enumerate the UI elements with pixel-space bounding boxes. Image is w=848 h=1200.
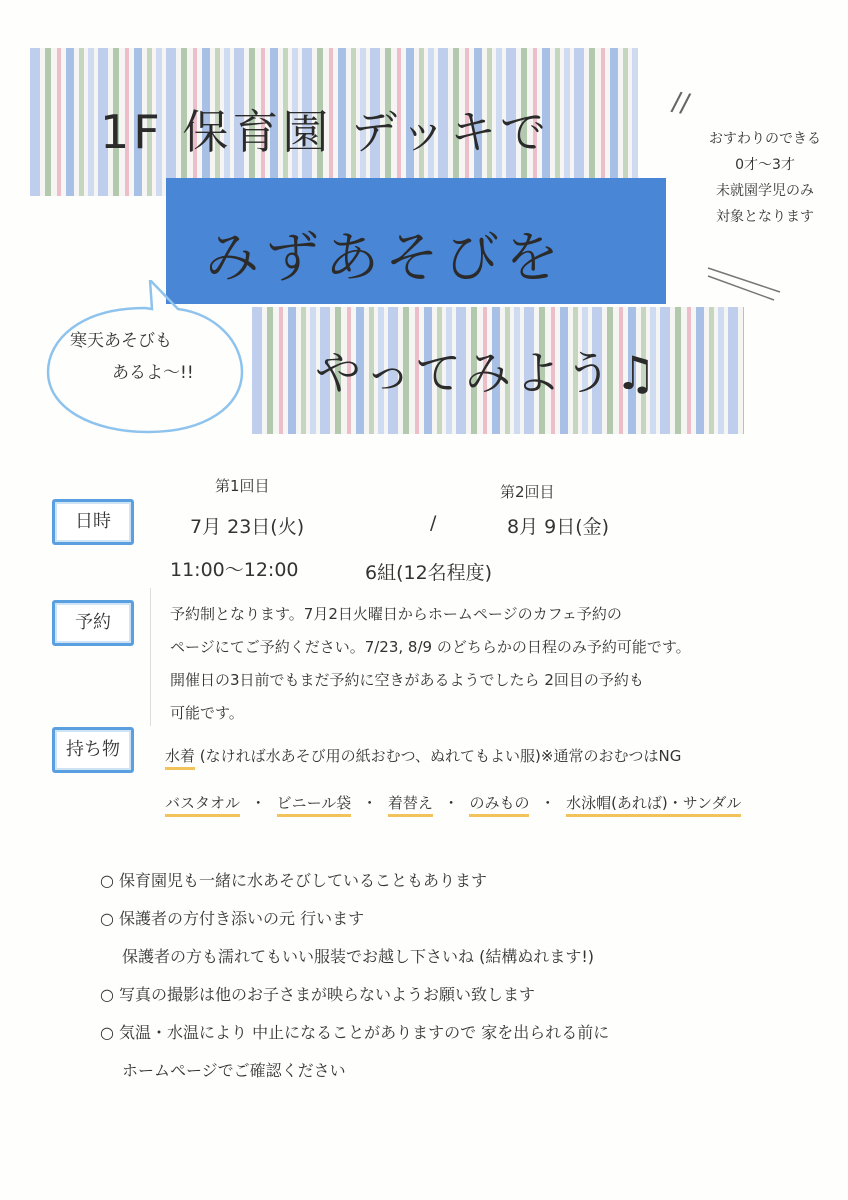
target-note-line: 未就園学児のみ — [716, 183, 814, 199]
belongings-label: 持ち物 — [52, 727, 134, 773]
slash-mark: // — [669, 86, 693, 120]
item-plastic-bag: ビニール袋 — [277, 794, 352, 817]
item-change-of-clothes: 着替え — [388, 794, 433, 817]
note-item: ○ 気温・水温により 中止になることがありますので 家を出られる前に — [100, 1023, 610, 1042]
reservation-line: 可能です。 — [170, 704, 244, 722]
item-swim-cap-sandals: 水泳帽(あれば)・サンダル — [566, 794, 741, 817]
belongings-row-2 — [165, 792, 741, 813]
reservation-text — [170, 598, 691, 730]
schedule-label: 日時 — [52, 499, 134, 545]
title-line-3: やってみよう♫ — [315, 346, 661, 400]
item-swimsuit: 水着 — [165, 747, 195, 770]
note-item: ○ 保護者の方付き添いの元 行います — [100, 909, 365, 928]
round-2-label: 第2回目 — [500, 483, 555, 501]
note-item: 保護者の方も濡れてもいい服装でお越し下さいね (結構ぬれます!) — [122, 947, 594, 966]
reservation-label: 予約 — [52, 600, 134, 646]
note-item: ○ 保育園児も一緒に水あそびしていることもあります — [100, 871, 488, 890]
event-time: 11:00〜12:00 — [170, 559, 299, 581]
item-drink: のみもの — [469, 794, 529, 817]
bubble-line: 寒天あそびも — [70, 331, 172, 351]
round-1-label: 第1回目 — [215, 477, 270, 495]
reservation-line: 予約制となります。7月2日火曜日からホームページのカフェ予約の — [170, 605, 622, 623]
note-item: ○ 写真の撮影は他のお子さまが映らないようお願い致します — [100, 985, 536, 1004]
round-1-date: 7月 23日(火) — [190, 516, 305, 538]
swimsuit-note: (なければ水あそび用の紙おむつ、ぬれてもよい服)※通常のおむつはNG — [199, 747, 682, 765]
title-line-2: みずあそびを — [205, 226, 565, 289]
target-note-line: 0才〜3才 — [735, 157, 795, 173]
title-line-1: 1F 保育園 デッキで — [100, 105, 551, 159]
bubble-line: あるよ〜!! — [112, 363, 194, 383]
decorative-lines — [704, 262, 784, 302]
target-age-note — [690, 126, 840, 230]
item-bath-towel: バスタオル — [165, 794, 240, 817]
reservation-line: 開催日の3日前でもまだ予約に空きがあるようでしたら 2回目の予約も — [170, 671, 644, 689]
target-note-line: 対象となります — [716, 209, 814, 225]
item-separator: ・ — [250, 794, 266, 812]
round-2-date: 8月 9日(金) — [507, 516, 610, 538]
item-separator: ・ — [443, 794, 459, 812]
item-separator: ・ — [362, 794, 378, 812]
speech-bubble-text — [70, 325, 240, 389]
date-separator: / — [430, 512, 437, 534]
note-item: ホームページでご確認ください — [122, 1061, 346, 1080]
capacity: 6組(12名程度) — [365, 562, 493, 584]
target-note-line: おすわりのできる — [709, 131, 821, 147]
notes-list — [100, 862, 609, 1090]
belongings-row-1 — [165, 745, 681, 766]
item-separator: ・ — [540, 794, 556, 812]
reservation-line: ページにてご予約ください。7/23, 8/9 のどちらかの日程のみ予約可能です。 — [170, 638, 691, 656]
